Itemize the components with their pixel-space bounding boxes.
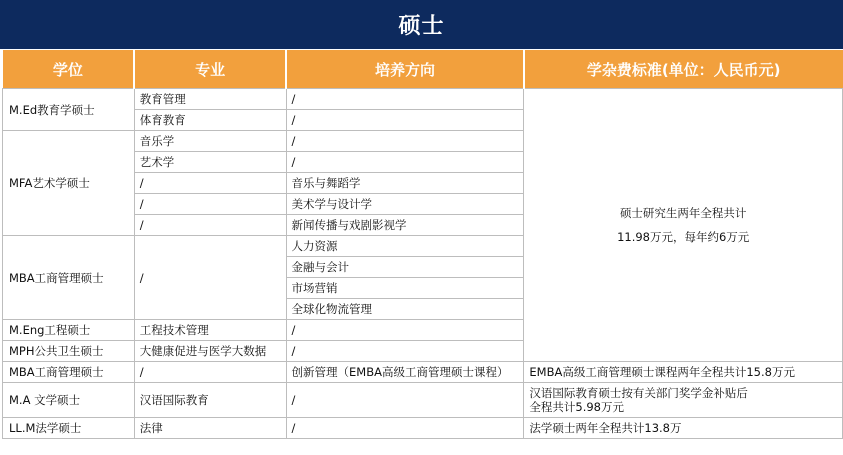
header-degree: 学位: [3, 50, 135, 89]
degree-cell: LL.M法学硕士: [3, 418, 135, 439]
direction-cell: 创新管理（EMBA高级工商管理硕士课程）: [286, 362, 524, 383]
major-cell: 法律: [134, 418, 286, 439]
table-row: [3, 418, 843, 439]
major-cell: /: [134, 173, 286, 194]
degree-cell: M.Eng工程硕士: [3, 320, 135, 341]
major-cell: 大健康促进与医学大数据: [134, 341, 286, 362]
fee-line: 全程共计5.98万元: [529, 400, 624, 414]
direction-cell: 美术学与设计学: [286, 194, 524, 215]
table-header-row: [3, 50, 843, 89]
table-row: [3, 383, 843, 418]
major-cell: 音乐学: [134, 131, 286, 152]
direction-cell: /: [286, 418, 524, 439]
direction-cell: /: [286, 341, 524, 362]
direction-cell: 金融与会计: [286, 257, 524, 278]
major-cell: 艺术学: [134, 152, 286, 173]
major-cell: 汉语国际教育: [134, 383, 286, 418]
degree-cell: MBA工商管理硕士: [3, 362, 135, 383]
degree-cell: MPH公共卫生硕士: [3, 341, 135, 362]
major-cell: /: [134, 362, 286, 383]
direction-cell: /: [286, 110, 524, 131]
major-cell: 教育管理: [134, 89, 286, 110]
fee-line: 汉语国际教育硕士按有关部门奖学金补贴后: [529, 386, 748, 400]
major-cell: /: [134, 215, 286, 236]
direction-cell: /: [286, 320, 524, 341]
fee-cell: [524, 383, 843, 418]
major-cell: 体育教育: [134, 110, 286, 131]
direction-cell: 全球化物流管理: [286, 299, 524, 320]
fee-main-line-2: 11.98万元，每年约6万元: [617, 230, 750, 244]
fee-main-line-1: 硕士研究生两年全程共计: [619, 206, 747, 220]
page-title: 硕士: [398, 14, 445, 39]
direction-cell: /: [286, 152, 524, 173]
table-row: [3, 362, 843, 383]
direction-cell: /: [286, 89, 524, 110]
degree-cell: MBA工商管理硕士: [3, 236, 135, 320]
table-row: [3, 89, 843, 110]
header-fee: 学杂费标准(单位：人民币元): [524, 50, 843, 89]
major-cell: 工程技术管理: [134, 320, 286, 341]
direction-cell: 市场营销: [286, 278, 524, 299]
direction-cell: 人力资源: [286, 236, 524, 257]
header-direction: 培养方向: [286, 50, 524, 89]
fee-cell: EMBA高级工商管理硕士课程两年全程共计15.8万元: [524, 362, 843, 383]
tuition-table: [2, 50, 843, 439]
header-major: 专业: [134, 50, 286, 89]
degree-cell: M.A 文学硕士: [3, 383, 135, 418]
direction-cell: /: [286, 131, 524, 152]
major-cell: /: [134, 236, 286, 320]
direction-cell: 新闻传播与戏剧影视学: [286, 215, 524, 236]
direction-cell: 音乐与舞蹈学: [286, 173, 524, 194]
direction-cell: /: [286, 383, 524, 418]
major-cell: /: [134, 194, 286, 215]
degree-cell: M.Ed教育学硕士: [3, 89, 135, 131]
fee-main-cell: [524, 89, 843, 362]
fee-cell: 法学硕士两年全程共计13.8万: [524, 418, 843, 439]
degree-cell: MFA艺术学硕士: [3, 131, 135, 236]
title-bar: [0, 0, 843, 49]
